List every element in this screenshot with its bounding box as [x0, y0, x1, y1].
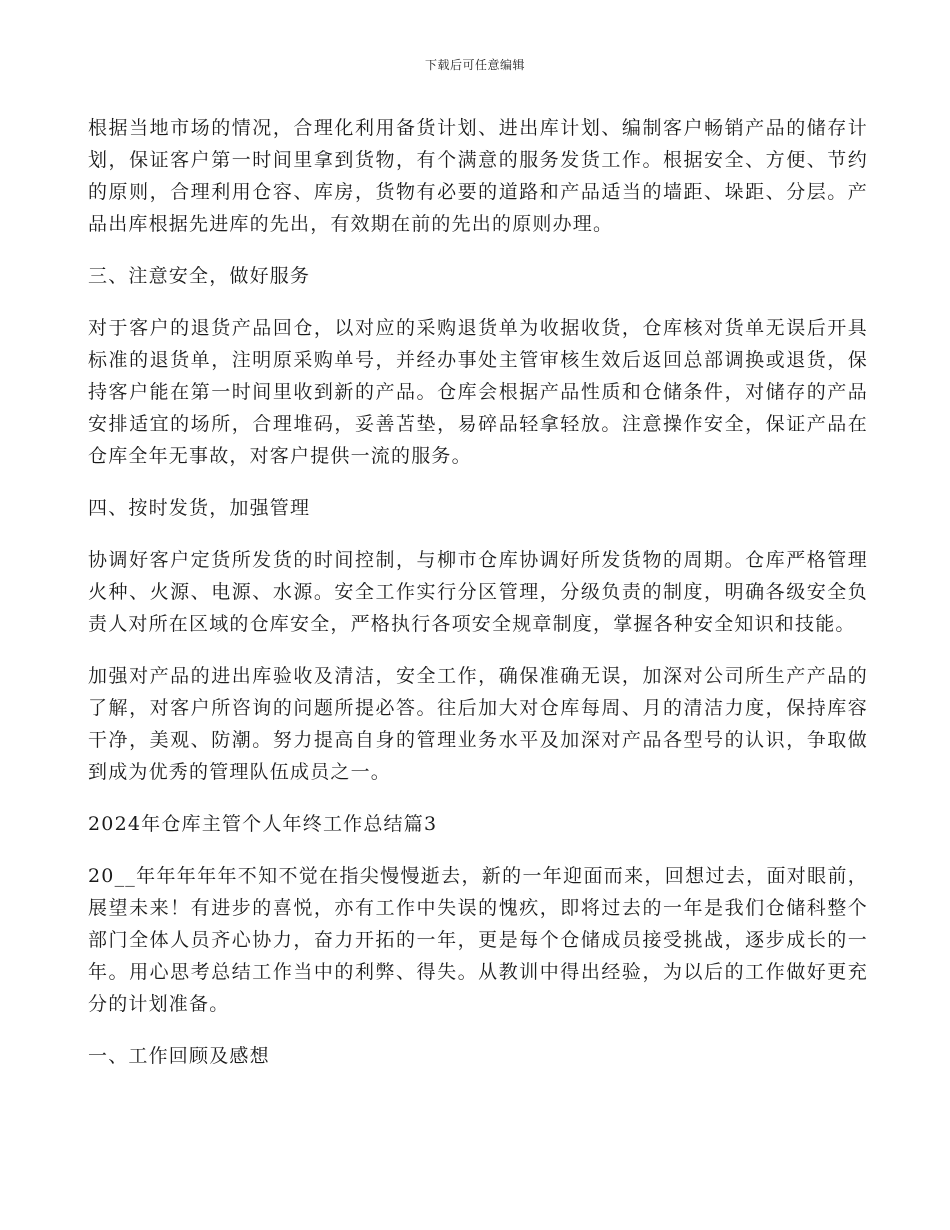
section-heading-work-review: 一、工作回顾及感想 [88, 1045, 270, 1067]
paragraph-storage-plan: 根据当地市场的情况，合理化利用备货计划、进出库计划、编制客户畅销产品的储存计划，保证客户第一时间里拿到货物，有个满意的服务发货工作。根据安全、方便、节约的原则，合理利用仓容、库房，货物有必要的道路和产品适当的墙距、垛距、分层。产品出库根据先进库的先出，有效期在前的先出的原则办理。 [88, 117, 868, 235]
section-heading-delivery-management: 四、按时发货，加强管理 [88, 497, 311, 519]
header-note: 下载后可任意编辑 [424, 58, 525, 72]
paragraph-inspection: 加强对产品的进出库验收及清洁，安全工作，确保准确无误，加深对公司所生产产品的了解，对客户所咨询的问题所提必答。往后加大对仓库每周、月的清洁力度，保持库容干净，美观、防潮。努力提高自身的管理业务水平及加深对产品各型号的认识，争取做到成为优秀的管理队伍成员之一。 [88, 665, 868, 783]
paragraph-returns: 对于客户的退货产品回仓，以对应的采购退货单为收据收货，仓库核对货单无误后开具标准的退货单，注明原采购单号，并经办事处主管审核生效后返回总部调换或退货，保持客户能在第一时间里收到新的产品。仓库会根据产品性质和仓储条件，对储存的产品安排适宜的场所，合理堆码，妥善苫垫，易碎品轻拿轻放。注意操作安全，保证产品在仓库全年无事故，对客户提供一流的服务。 [88, 317, 868, 467]
section-heading-safety-service: 三、注意安全，做好服务 [88, 265, 311, 287]
article-title-part3: 2024年仓库主管个人年终工作总结篇3 [88, 813, 438, 835]
paragraph-coordination: 协调好客户定货所发货的时间控制，与柳市仓库协调好所发货物的周期。仓库严格管理火种、火源、电源、水源。安全工作实行分区管理，分级负责的制度，明确各级安全负责人对所在区域的仓库安全，严格执行各项安全规章制度，掌握各种安全知识和技能。 [88, 549, 868, 635]
paragraph-year-review: 20__年年年年年不知不觉在指尖慢慢逝去，新的一年迎面而来，回想过去，面对眼前，展望未来！有进步的喜悦，亦有工作中失误的愧疚，即将过去的一年是我们仓储科整个部门全体人员齐心协力，奋力开拓的一年，更是每个仓储成员接受挑战，逐步成长的一年。用心思考总结工作当中的利弊、得失。从教训中得出经验，为以后的工作做好更充分的计划准备。 [88, 865, 868, 1015]
document-body [88, 112, 868, 1092]
